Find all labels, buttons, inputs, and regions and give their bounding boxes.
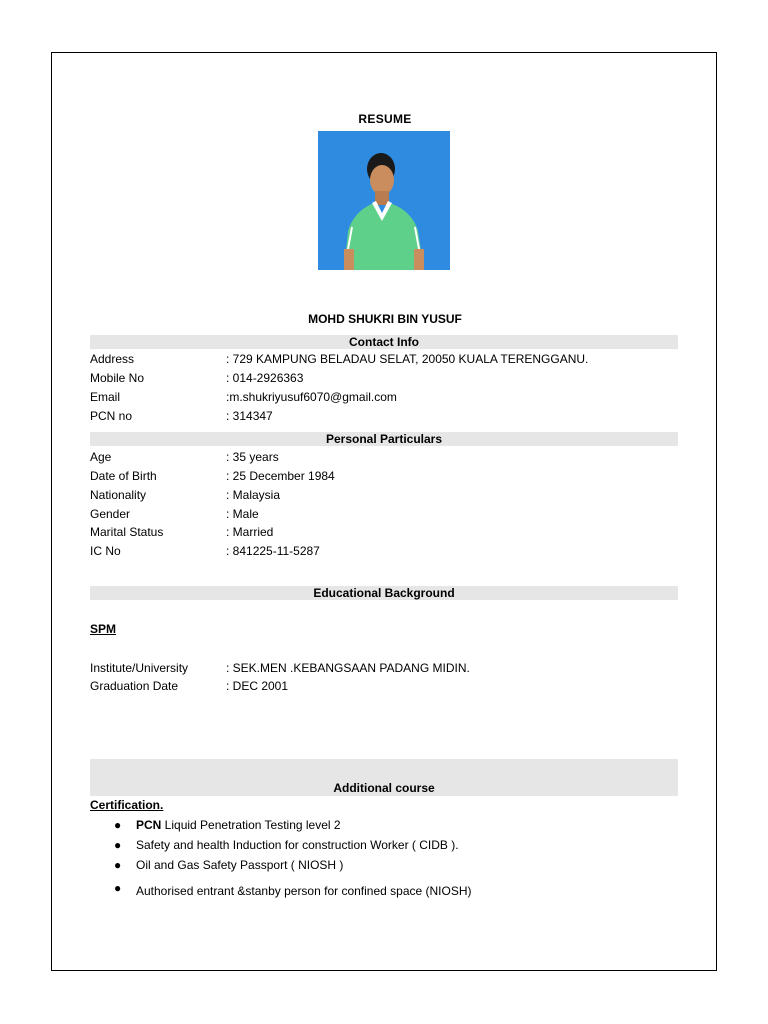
list-item bbox=[110, 855, 690, 875]
field-value: : 314347 bbox=[226, 409, 273, 423]
field-value: : 25 December 1984 bbox=[226, 469, 335, 483]
cert-text: Safety and health Induction for construction Worker ( CIDB ). bbox=[136, 838, 459, 852]
field-label: Mobile No bbox=[90, 371, 145, 385]
field-label: PCN no bbox=[90, 409, 133, 423]
field-label: Institute/University bbox=[90, 661, 189, 675]
field-value: : Malaysia bbox=[226, 488, 281, 502]
field-label: Age bbox=[90, 450, 112, 464]
cert-text: Authorised entrant &stanby person for confined space (NIOSH) bbox=[136, 884, 472, 898]
field-value: : 729 KAMPUNG BELADAU SELAT, 20050 KUALA TERENGGANU. bbox=[226, 352, 589, 366]
personal-row bbox=[90, 448, 690, 467]
field-value: : Married bbox=[226, 525, 274, 539]
field-value: : Male bbox=[226, 507, 259, 521]
personal-particulars-header: Personal Particulars bbox=[90, 432, 678, 446]
page-title: RESUME bbox=[358, 112, 412, 126]
field-value: : DEC 2001 bbox=[226, 679, 289, 693]
contact-row bbox=[90, 407, 690, 426]
field-label: Address bbox=[90, 352, 135, 366]
field-label: Marital Status bbox=[90, 525, 164, 539]
personal-row bbox=[90, 505, 690, 524]
bullet-icon: ● bbox=[114, 838, 122, 852]
personal-row bbox=[90, 523, 690, 542]
list-item bbox=[110, 881, 690, 901]
education-row bbox=[90, 659, 690, 678]
list-item bbox=[110, 815, 690, 835]
field-value: : 014-2926363 bbox=[226, 371, 304, 385]
field-label: Date of Birth bbox=[90, 469, 157, 483]
cert-code: PCN bbox=[136, 818, 162, 832]
list-item bbox=[110, 835, 690, 855]
person-portrait bbox=[318, 131, 450, 270]
cert-text: Liquid Penetration Testing level 2 bbox=[161, 818, 341, 832]
field-label: IC No bbox=[90, 544, 121, 558]
bullet-icon: ● bbox=[114, 881, 122, 895]
field-label: Gender bbox=[90, 507, 131, 521]
personal-row bbox=[90, 542, 690, 561]
cert-text: Oil and Gas Safety Passport ( NIOSH ) bbox=[136, 858, 344, 872]
personal-row bbox=[90, 467, 690, 486]
contact-info-header: Contact Info bbox=[90, 335, 678, 349]
resume-page bbox=[51, 52, 717, 971]
field-value: : SEK.MEN .KEBANGSAAN PADANG MIDIN. bbox=[226, 661, 470, 675]
contact-row bbox=[90, 388, 690, 407]
contact-row bbox=[90, 350, 690, 369]
field-value: :m.shukriyusuf6070@gmail.com bbox=[226, 390, 397, 404]
education-level: SPM bbox=[90, 622, 117, 636]
personal-row bbox=[90, 486, 690, 505]
education-row bbox=[90, 677, 690, 696]
field-value: : 35 years bbox=[226, 450, 279, 464]
applicant-name: MOHD SHUKRI BIN YUSUF bbox=[308, 312, 462, 326]
field-label: Nationality bbox=[90, 488, 147, 502]
bullet-icon: ● bbox=[114, 858, 122, 872]
contact-row bbox=[90, 369, 690, 388]
profile-photo bbox=[318, 131, 450, 270]
bullet-icon: ● bbox=[114, 818, 122, 832]
certification-label: Certification. bbox=[90, 798, 164, 812]
field-label: Graduation Date bbox=[90, 679, 179, 693]
educational-background-header: Educational Background bbox=[90, 586, 678, 600]
field-label: Email bbox=[90, 390, 121, 404]
certification-list bbox=[110, 815, 690, 901]
field-value: : 841225-11-5287 bbox=[226, 544, 320, 558]
additional-course-header: Additional course bbox=[90, 759, 678, 796]
